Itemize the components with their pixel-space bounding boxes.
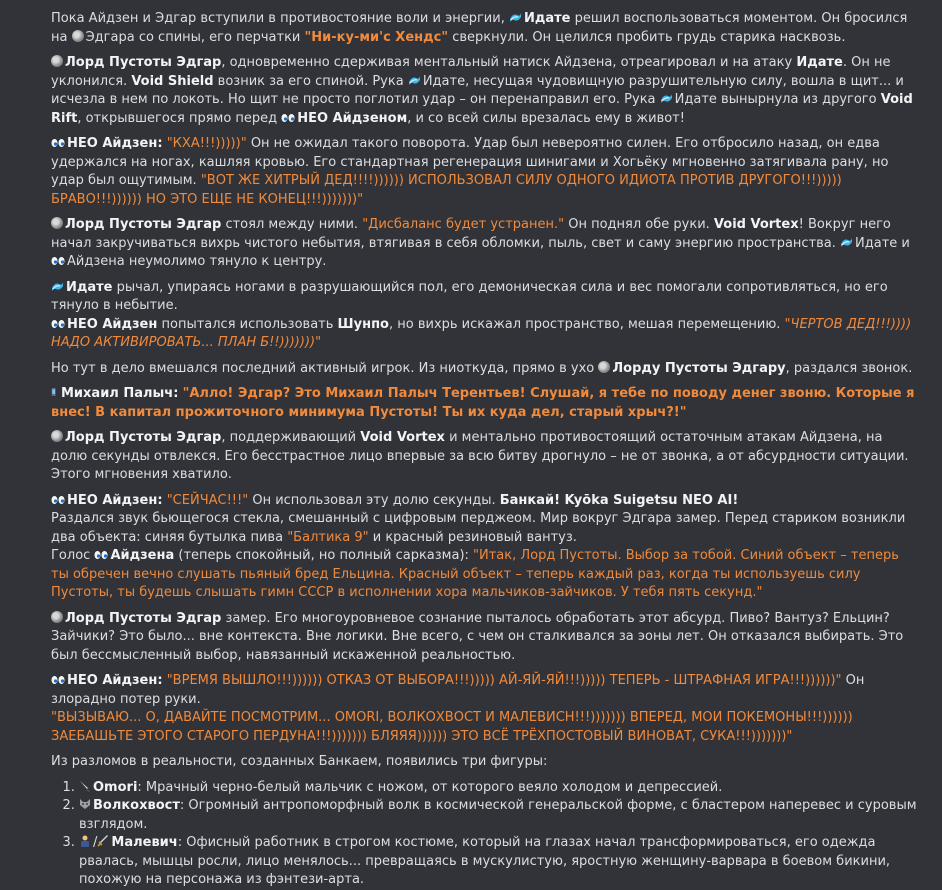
paragraph-12: Из разломов в реальности, созданных Банкаем, появились три фигуры: bbox=[51, 754, 548, 769]
wave-icon bbox=[408, 74, 421, 86]
paragraph-4: Лорд Пустоты Эдгар стоял между ними. "Дисбаланс будет устранен." Он поднял обе руки. Void Vortex! Вокруг него начал закручиваться вихрь чистого небытия, втягивая в себя обломки, пыль, свет и саму энергию пространства. Идате и Айдзена неумолимо тянуло к центру. bbox=[51, 217, 910, 269]
paragraph-9: НЕО Айдзен: "СЕЙЧАС!!!" Он использовал эту долю секунды. Банкай! Kyōka Suigetsu NEO AI! Раздался звук бьющегося стекла, смешанный с цифровым перджеом. Мир вокруг Эдгара замер. Перед стариком возникли два объекта: синяя бутылка пива "Балтика 9" и красный резиновый вантуз. Голос Айдзена (теперь спокойный, но полный сарказма): "Итак, Лорд Пустоты. Выбор за тобой. Синий объект – теперь ты обречен вечно слушать пьяный бред Ельцина. Красный объект – теперь каждый раз, когда ты используешь силу Пустоты, ты будешь слышать гимн СССР в исполнении хора мальчиков-зайчиков. У тебя пять секунд." bbox=[51, 492, 906, 600]
wave-icon bbox=[51, 280, 64, 292]
eyes-icon bbox=[94, 550, 108, 560]
moon-icon bbox=[51, 55, 63, 67]
wave-icon bbox=[660, 92, 673, 104]
eyes-icon bbox=[51, 256, 65, 266]
wave-icon bbox=[509, 11, 522, 23]
paragraph-8: Лорд Пустоты Эдгар, поддерживающий Void Vortex и ментально противостоящий остаточным атакам Айдзена, на долю секунды отвлекся. Его бесстрастное лицо впервые за всю битву дрогнуло – не от звонка, а от абсурдности ситуации. Этого мгновения хватило. bbox=[51, 430, 909, 482]
eyes-icon bbox=[51, 495, 65, 505]
wolf-icon bbox=[79, 798, 91, 810]
phone-icon bbox=[51, 386, 59, 398]
list-item: 2. Волкохвост: Огромный антропоморфный волк в космической генеральской форме, с бластером наперевес и суровым взглядом. bbox=[79, 797, 919, 834]
paragraph-1: Пока Айдзен и Эдгар вступили в противостояние воли и энергии, Идате решил воспользоваться моментом. Он бросился на Эдгара со спины, его перчатки "Ни-ку-ми'с Хендс" сверкнули. Он целился пробить грудь старика насквозь. bbox=[51, 11, 908, 45]
paragraph-6: Но тут в дело вмешался последний активный игрок. Из ниоткуда, прямо в ухо Лорду Пустоты Эдгару, раздался звонок. bbox=[51, 360, 913, 376]
paragraph-2: Лорд Пустоты Эдгар, одновременно сдерживая ментальный натиск Айдзена, отреагировал и на атаку Идате. Он не уклонился. Void Shield возник за его спиной. Рука Идате, несущая чудовищную разрушительную силу, вошла в щит... и исчезла в нем по локоть. Но щит не просто поглотил удар – он перенаправил его. Рука Идате вынырнула из другого Void Rift, открывшегося прямо перед НЕО Айдзеном, и со всей силы врезалась ему в живот! bbox=[51, 55, 913, 126]
paragraph-5: Идате рычал, упираясь ногами в разрушающийся пол, его демоническая сила и вес помогали сопротивляться, но его тянуло в небытие. НЕО Айдзен попытался использовать Шунпо, но вихрь искажал пространство, мешая перемещению. "ЧЕРТОВ ДЕД!!!)))) НАДО АКТИВИРОВАТЬ... ПЛАН Б!!)))))))" bbox=[51, 279, 912, 350]
moon-icon bbox=[72, 30, 84, 42]
moon-icon bbox=[51, 430, 63, 442]
eyes-icon bbox=[51, 138, 65, 148]
figures-list bbox=[51, 779, 919, 890]
message-content bbox=[51, 10, 919, 890]
eyes-icon bbox=[51, 319, 65, 329]
office-worker-icon bbox=[79, 835, 91, 847]
eyes-icon bbox=[51, 675, 65, 685]
paragraph-7: Михаил Палыч: "Алло! Эдгар? Это Михаил Палыч Терентьев! Слушай, я тебе по поводу денег звоню. Которые я внес! В капитал прожиточного минимума Пустоты! Ты их куда дел, старый хрыч?!" bbox=[51, 386, 915, 420]
paragraph-11: НЕО Айдзен: "ВРЕМЯ ВЫШЛО!!!)))))) ОТКАЗ ОТ ВЫБОРА!!!))))) АЙ-ЯЙ-ЯЙ!!!))))) ТЕПЕРЬ - ШТРАФНАЯ ИГРА!!!))))))" Он злорадно потер руки. "ВЫЗЫВАЮ... О, ДАВАЙТЕ ПОСМОТРИМ... OMORI, ВОЛКОХВОСТ И МАЛЕВИСН!!!))))))) ВПЕРЕД, МОИ ПОКЕМОНЫ!!!)))))) ЗАЕБАШЬТЕ ЭТОГО СТАРОГО ПЕРДУНА!!!))))))) БЛЯЯЯ)))))) ЭТО ВСЁ ТРЁХПОСТОВЫЙ ВИНОВАТ, СУКА!!!)))))))" bbox=[51, 673, 865, 744]
paragraph-3: НЕО Айдзен: "КХА!!!)))))" Он не ожидал такого поворота. Удар был невероятно силен. Его отбросило назад, он едва удержался на ногах, кашляя кровью. Его стандартная регенерация шинигами и Хогьёку мгновенно затягивала рану, но удар был ощутимым. "ВОТ ЖЕ ХИТРЫЙ ДЕД!!!!)))))) ИСПОЛЬЗОВАЛ СИЛУ ОДНОГО ИДИОТА ПРОТИВ ДРУГОГО!!!))))) БРАВО!!!)))))) НО ЭТО ЕЩЕ НЕ КОНЕЦ!!!)))))))" bbox=[51, 136, 889, 207]
moon-icon bbox=[51, 611, 63, 623]
sword-icon bbox=[97, 835, 109, 847]
eyes-icon bbox=[281, 113, 295, 123]
moon-icon bbox=[598, 361, 610, 373]
knife-icon bbox=[79, 780, 91, 792]
paragraph-10: Лорд Пустоты Эдгар замер. Его многоуровневое сознание пыталось обработать этот абсурд. Пиво? Вантуз? Ельцин? Зайчики? Это было... вне контекста. Вне логики. Вне всего, с чем он сталкивался за эоны лет. Он отказался выбирать. Это был бессмысленный выбор, навязанный искаженной реальностью. bbox=[51, 610, 904, 663]
list-item: 1. Omori: Мрачный черно-белый мальчик с ножом, от которого веяло холодом и депрессией. bbox=[79, 779, 919, 798]
moon-icon bbox=[51, 217, 63, 229]
list-item: 3. / Малевич: Офисный работник в строгом костюме, который на глазах начал трансформироваться, его одежда рвалась, мышцы росли, лицо менялось... превращаясь в мускулистую, яростную женщину-варвара в боевом бикини, похожую на персонажа из фэнтези-арта. bbox=[79, 834, 919, 890]
wave-icon bbox=[840, 236, 853, 248]
